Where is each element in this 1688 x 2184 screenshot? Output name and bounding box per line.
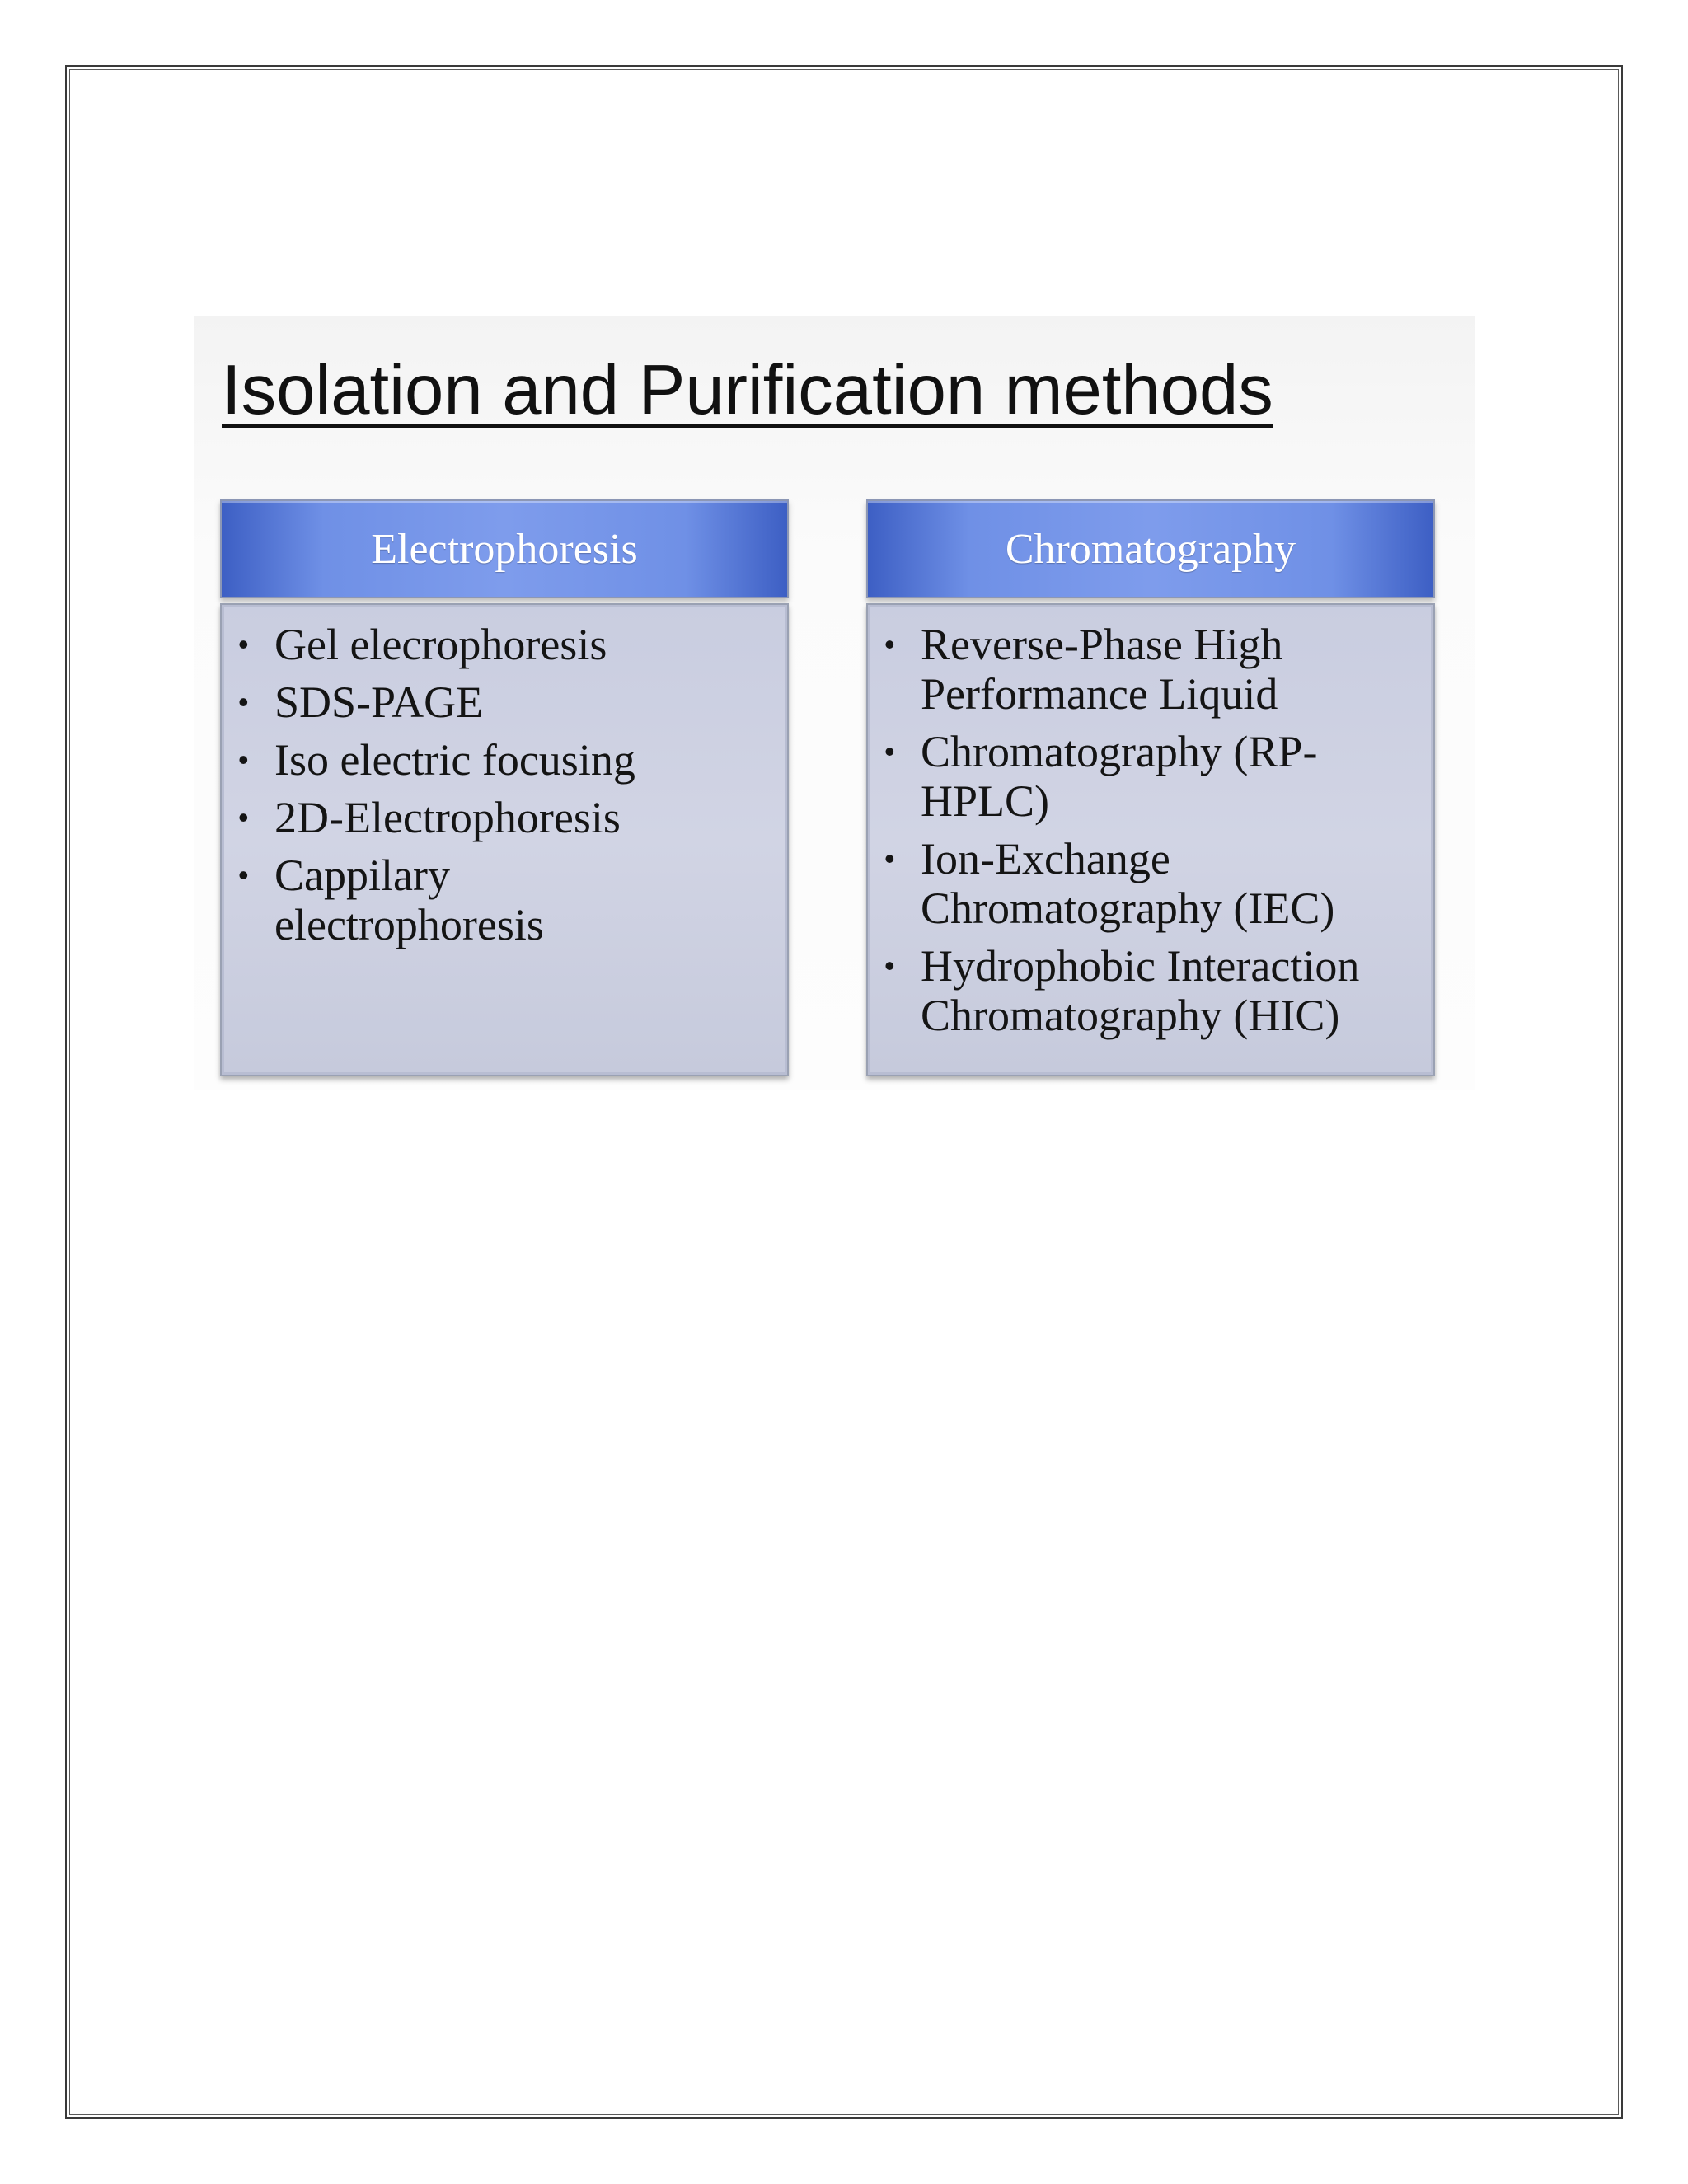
bullet-icon: • <box>238 685 249 719</box>
slide-title: Isolation and Purification methods <box>222 351 1273 429</box>
list-item-text: 2D-Electrophoresis <box>274 793 621 842</box>
card-header-electrophoresis: Electrophoresis <box>220 499 789 598</box>
bullet-icon: • <box>884 949 895 982</box>
list-item <box>233 793 776 842</box>
list-item <box>879 941 1432 1040</box>
bullet-icon: • <box>238 627 249 661</box>
list-item-text: Gel elecrophoresis <box>274 620 607 669</box>
bullet-icon: • <box>884 841 895 875</box>
bullet-icon: • <box>884 734 895 768</box>
list-item <box>879 834 1382 933</box>
list-item <box>879 727 1382 826</box>
list-item-text: Ion-Exchange Chromatography (IEC) <box>921 834 1335 933</box>
list-item-text: Chromatography (RP-HPLC) <box>921 727 1318 826</box>
bullet-icon: • <box>884 627 895 661</box>
electrophoresis-list <box>233 620 776 949</box>
list-item-text: Iso electric focusing <box>274 735 635 785</box>
list-item <box>879 620 1382 719</box>
list-item-text: Cappilary electrophoresis <box>274 851 544 949</box>
bullet-icon: • <box>238 743 249 776</box>
list-item-text: Hydrophobic Interaction Chromatography (HIC) <box>921 941 1360 1040</box>
list-item <box>233 677 776 727</box>
list-item <box>233 851 588 949</box>
card-body-chromatography <box>866 603 1435 1076</box>
electrophoresis-card <box>220 499 789 1076</box>
bullet-icon: • <box>238 800 249 834</box>
list-item <box>233 735 776 785</box>
list-item <box>233 620 776 669</box>
list-item-text: Reverse-Phase High Performance Liquid <box>921 620 1283 719</box>
chromatography-list <box>879 620 1422 1040</box>
card-body-electrophoresis <box>220 603 789 1076</box>
slide-image <box>194 316 1475 1090</box>
bullet-icon: • <box>238 858 249 892</box>
chromatography-card <box>866 499 1435 1076</box>
card-header-chromatography: Chromatography <box>866 499 1435 598</box>
list-item-text: SDS-PAGE <box>274 677 484 727</box>
